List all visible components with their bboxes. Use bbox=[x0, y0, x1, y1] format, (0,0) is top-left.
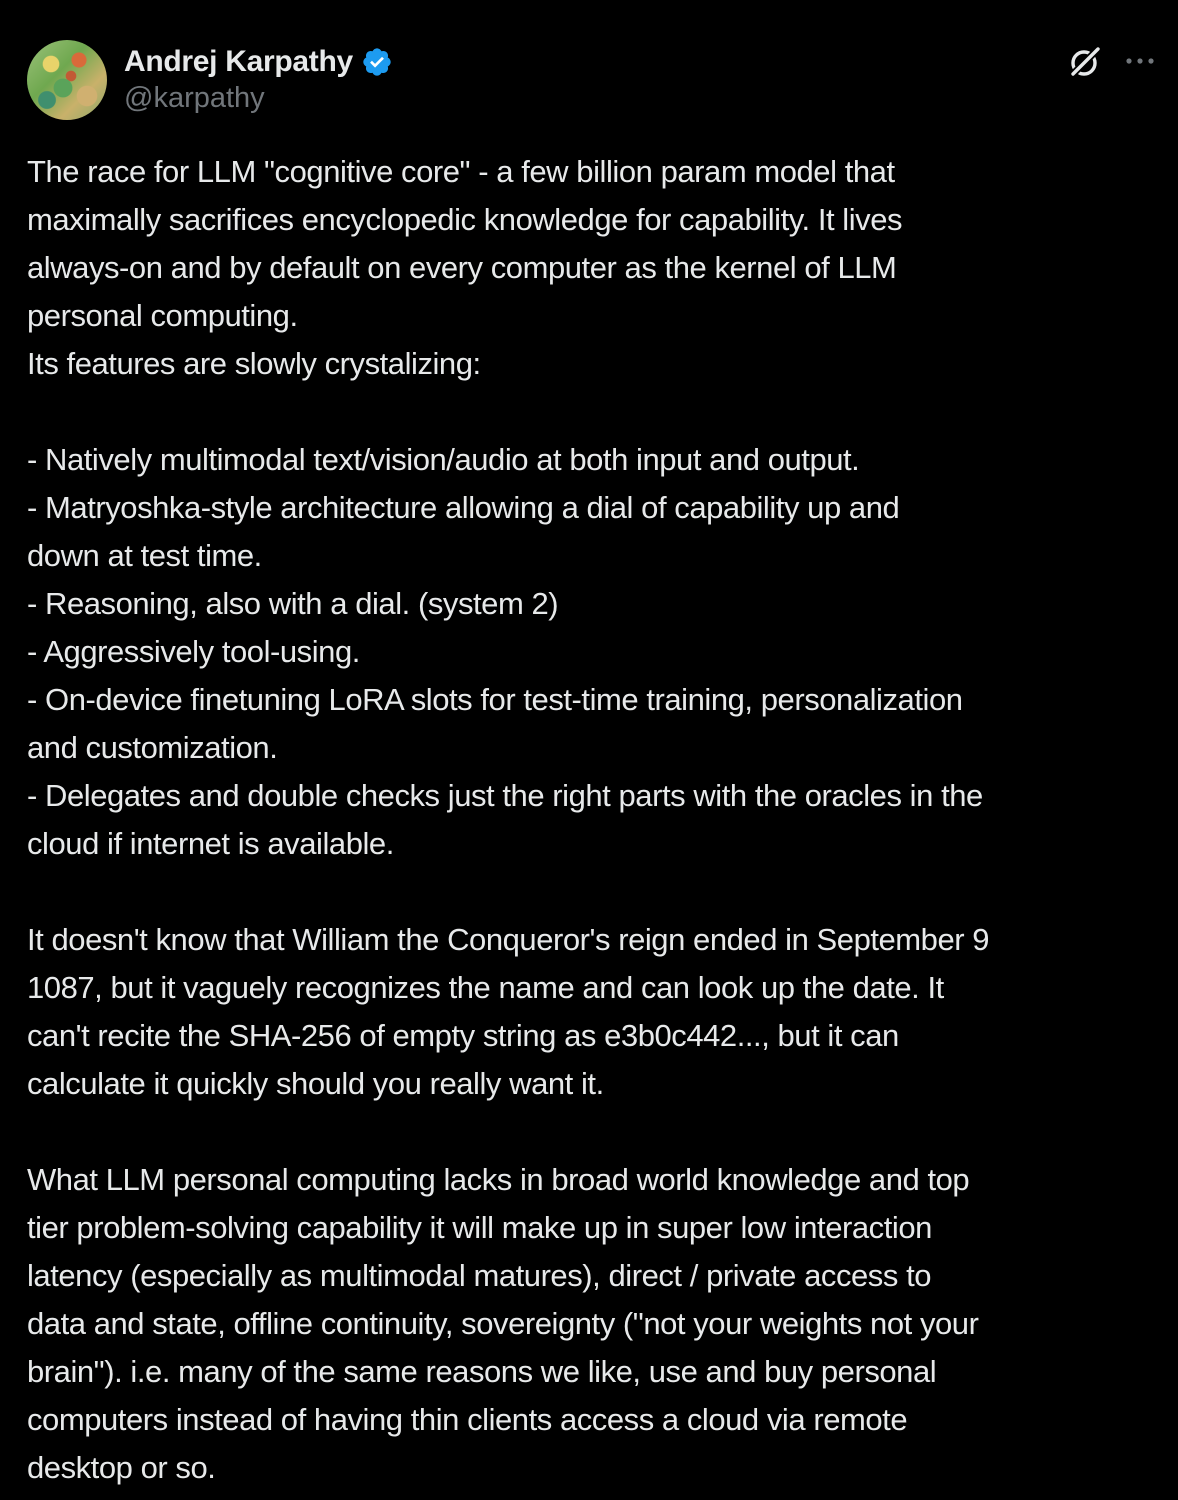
tweet-text-line: latency (especially as multimodal matures), direct / private access to bbox=[27, 1258, 932, 1293]
verified-badge-icon[interactable] bbox=[361, 46, 393, 78]
author-handle[interactable]: @karpathy bbox=[124, 82, 265, 114]
tweet-text-line: - On-device finetuning LoRA slots for test-time training, personalization bbox=[27, 682, 963, 717]
more-options-icon[interactable] bbox=[1123, 46, 1157, 76]
tweet-text-line: - Reasoning, also with a dial. (system 2) bbox=[27, 586, 559, 621]
grok-icon[interactable] bbox=[1067, 44, 1103, 80]
author-display-name[interactable]: Andrej Karpathy bbox=[124, 45, 353, 78]
tweet-text-line: always-on and by default on every computer as the kernel of LLM bbox=[27, 250, 897, 285]
tweet-text-line: maximally sacrifices encyclopedic knowledge for capability. It lives bbox=[27, 202, 903, 237]
tweet-text-line: personal computing. bbox=[27, 298, 298, 333]
tweet-text-line: - Delegates and double checks just the right parts with the oracles in the bbox=[27, 778, 983, 813]
avatar[interactable] bbox=[27, 40, 107, 120]
tweet-text-line: brain"). i.e. many of the same reasons we like, use and buy personal bbox=[27, 1354, 937, 1389]
author-name-row bbox=[124, 42, 393, 82]
tweet-text-line: Its features are slowly crystalizing: bbox=[27, 346, 481, 381]
tweet-text-line: down at test time. bbox=[27, 538, 262, 573]
tweet-text-line: can't recite the SHA-256 of empty string as e3b0c442..., but it can bbox=[27, 1018, 899, 1053]
tweet-text-line: - Matryoshka-style architecture allowing a dial of capability up and bbox=[27, 490, 900, 525]
tweet-text-line: 1087, but it vaguely recognizes the name and can look up the date. It bbox=[27, 970, 944, 1005]
tweet-text-line: data and state, offline continuity, sovereignty ("not your weights not your bbox=[27, 1306, 979, 1341]
tweet-text-line: cloud if internet is available. bbox=[27, 826, 394, 861]
tweet-text-line: What LLM personal computing lacks in broad world knowledge and top bbox=[27, 1162, 970, 1197]
tweet-text-line: - Natively multimodal text/vision/audio at both input and output. bbox=[27, 442, 860, 477]
tweet-text-line: and customization. bbox=[27, 730, 278, 765]
tweet-text-line: calculate it quickly should you really want it. bbox=[27, 1066, 604, 1101]
tweet-text-line: - Aggressively tool-using. bbox=[27, 634, 360, 669]
tweet-text-line: It doesn't know that William the Conqueror's reign ended in September 9 bbox=[27, 922, 990, 957]
tweet-text-line: The race for LLM "cognitive core" - a few billion param model that bbox=[27, 154, 895, 189]
tweet-text-line: computers instead of having thin clients access a cloud via remote bbox=[27, 1402, 908, 1437]
tweet-text-line: tier problem-solving capability it will make up in super low interaction bbox=[27, 1210, 932, 1245]
tweet-text-line bbox=[27, 868, 1167, 916]
tweet-text-line bbox=[27, 1108, 1167, 1156]
tweet-text-line: desktop or so. bbox=[27, 1450, 216, 1485]
tweet-text-line bbox=[27, 388, 1167, 436]
tweet-text bbox=[27, 148, 1167, 1492]
